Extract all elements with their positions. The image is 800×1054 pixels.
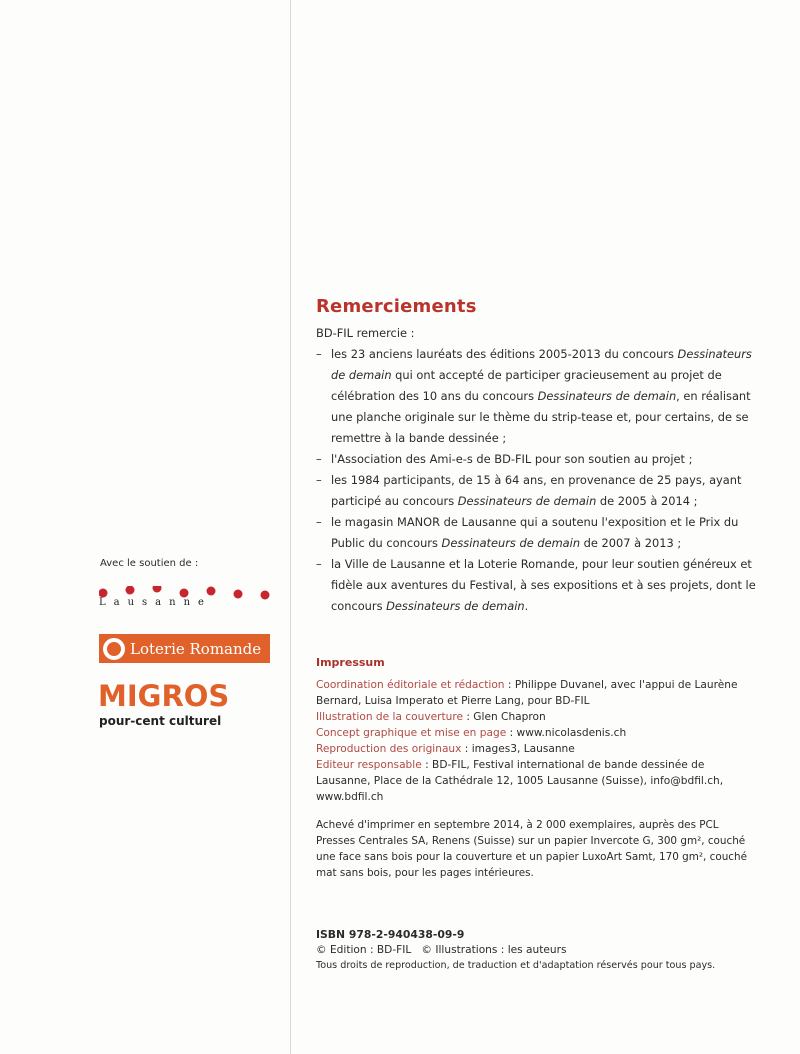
isbn: ISBN 978-2-940438-09-9 <box>316 928 465 941</box>
thanks-section <box>316 323 756 617</box>
impressum-entries <box>316 677 756 805</box>
thanks-item: – le magasin MANOR de Lausanne qui a soutenu l'exposition et le Prix du Public du concours Dessinateurs de demain de 2007 à 2013 ; <box>316 515 739 550</box>
thanks-list <box>316 344 756 617</box>
loterie-romande-logo <box>99 634 270 663</box>
thanks-item: – la Ville de Lausanne et la Loterie Romande, pour leur soutien généreux et fidèle aux aventures du Festival, à ses expositions et à ses projets, dont le concours Dessinateurs de demain. <box>316 557 756 613</box>
loterie-ring-icon <box>103 638 125 660</box>
impressum-entry: Illustration de la couverture : Glen Chapron <box>316 711 546 723</box>
thanks-title: Remerciements <box>316 296 477 317</box>
svg-text:Lausanne: Lausanne <box>99 597 212 608</box>
sponsors-intro: Avec le soutien de : <box>100 558 199 569</box>
printing-note: Achevé d'imprimer en septembre 2014, à 2 000 exemplaires, auprès des PCL Presses Centrales SA, Renens (Suisse) sur un papier Invercote G, 300 gm², couché une face sans bois pour la couverture et un papier LuxoArt Samt, 170 gm², couché mat sans bois, pour les pages intérieures. <box>316 819 748 879</box>
migros-subtitle: pour-cent culturel <box>99 714 222 728</box>
loterie-logo-text: Loterie Romande <box>130 639 262 658</box>
page-fold <box>290 0 291 1054</box>
impressum-entry: Coordination éditoriale et rédaction : Philippe Duvanel, avec l'appui de Laurène Bernard, Luisa Imperato et Pierre Lang, pour BD-FIL <box>316 679 738 707</box>
lausanne-logo <box>99 586 274 612</box>
thanks-item: – les 23 anciens lauréats des éditions 2005-2013 du concours Dessinateurs de demain qui ont accepté de participer gracieusement au projet de célébration des 10 ans du concours Dessinateurs de demain, en réalisant une planche originale sur le thème du strip-tease et, pour certains, de se remettre à la bande dessinée ; <box>316 347 752 445</box>
impressum-title: Impressum <box>316 656 385 669</box>
thanks-item: – l'Association des Ami-e-s de BD-FIL pour son soutien au projet ; <box>316 452 693 466</box>
thanks-item: – les 1984 participants, de 15 à 64 ans, en provenance de 25 pays, ayant participé au concours Dessinateurs de demain de 2005 à 2014 ; <box>316 473 742 508</box>
impressum-entry: Concept graphique et mise en page : www.nicolasdenis.ch <box>316 727 627 739</box>
rights-notice: Tous droits de reproduction, de traduction et d'adaptation réservés pour tous pays. <box>316 960 716 971</box>
impressum-entry: Reproduction des originaux : images3, Lausanne <box>316 743 575 755</box>
migros-logo: MIGROS <box>98 679 230 713</box>
copyright-line: © Edition : BD-FIL © Illustrations : les auteurs <box>316 944 567 956</box>
impressum-entry: Editeur responsable : BD-FIL, Festival international de bande dessinée de Lausanne, Place de la Cathédrale 12, 1005 Lausanne (Suisse), info@bdfil.ch, www.bdfil.ch <box>316 759 724 803</box>
thanks-intro: BD-FIL remercie : <box>316 326 415 340</box>
